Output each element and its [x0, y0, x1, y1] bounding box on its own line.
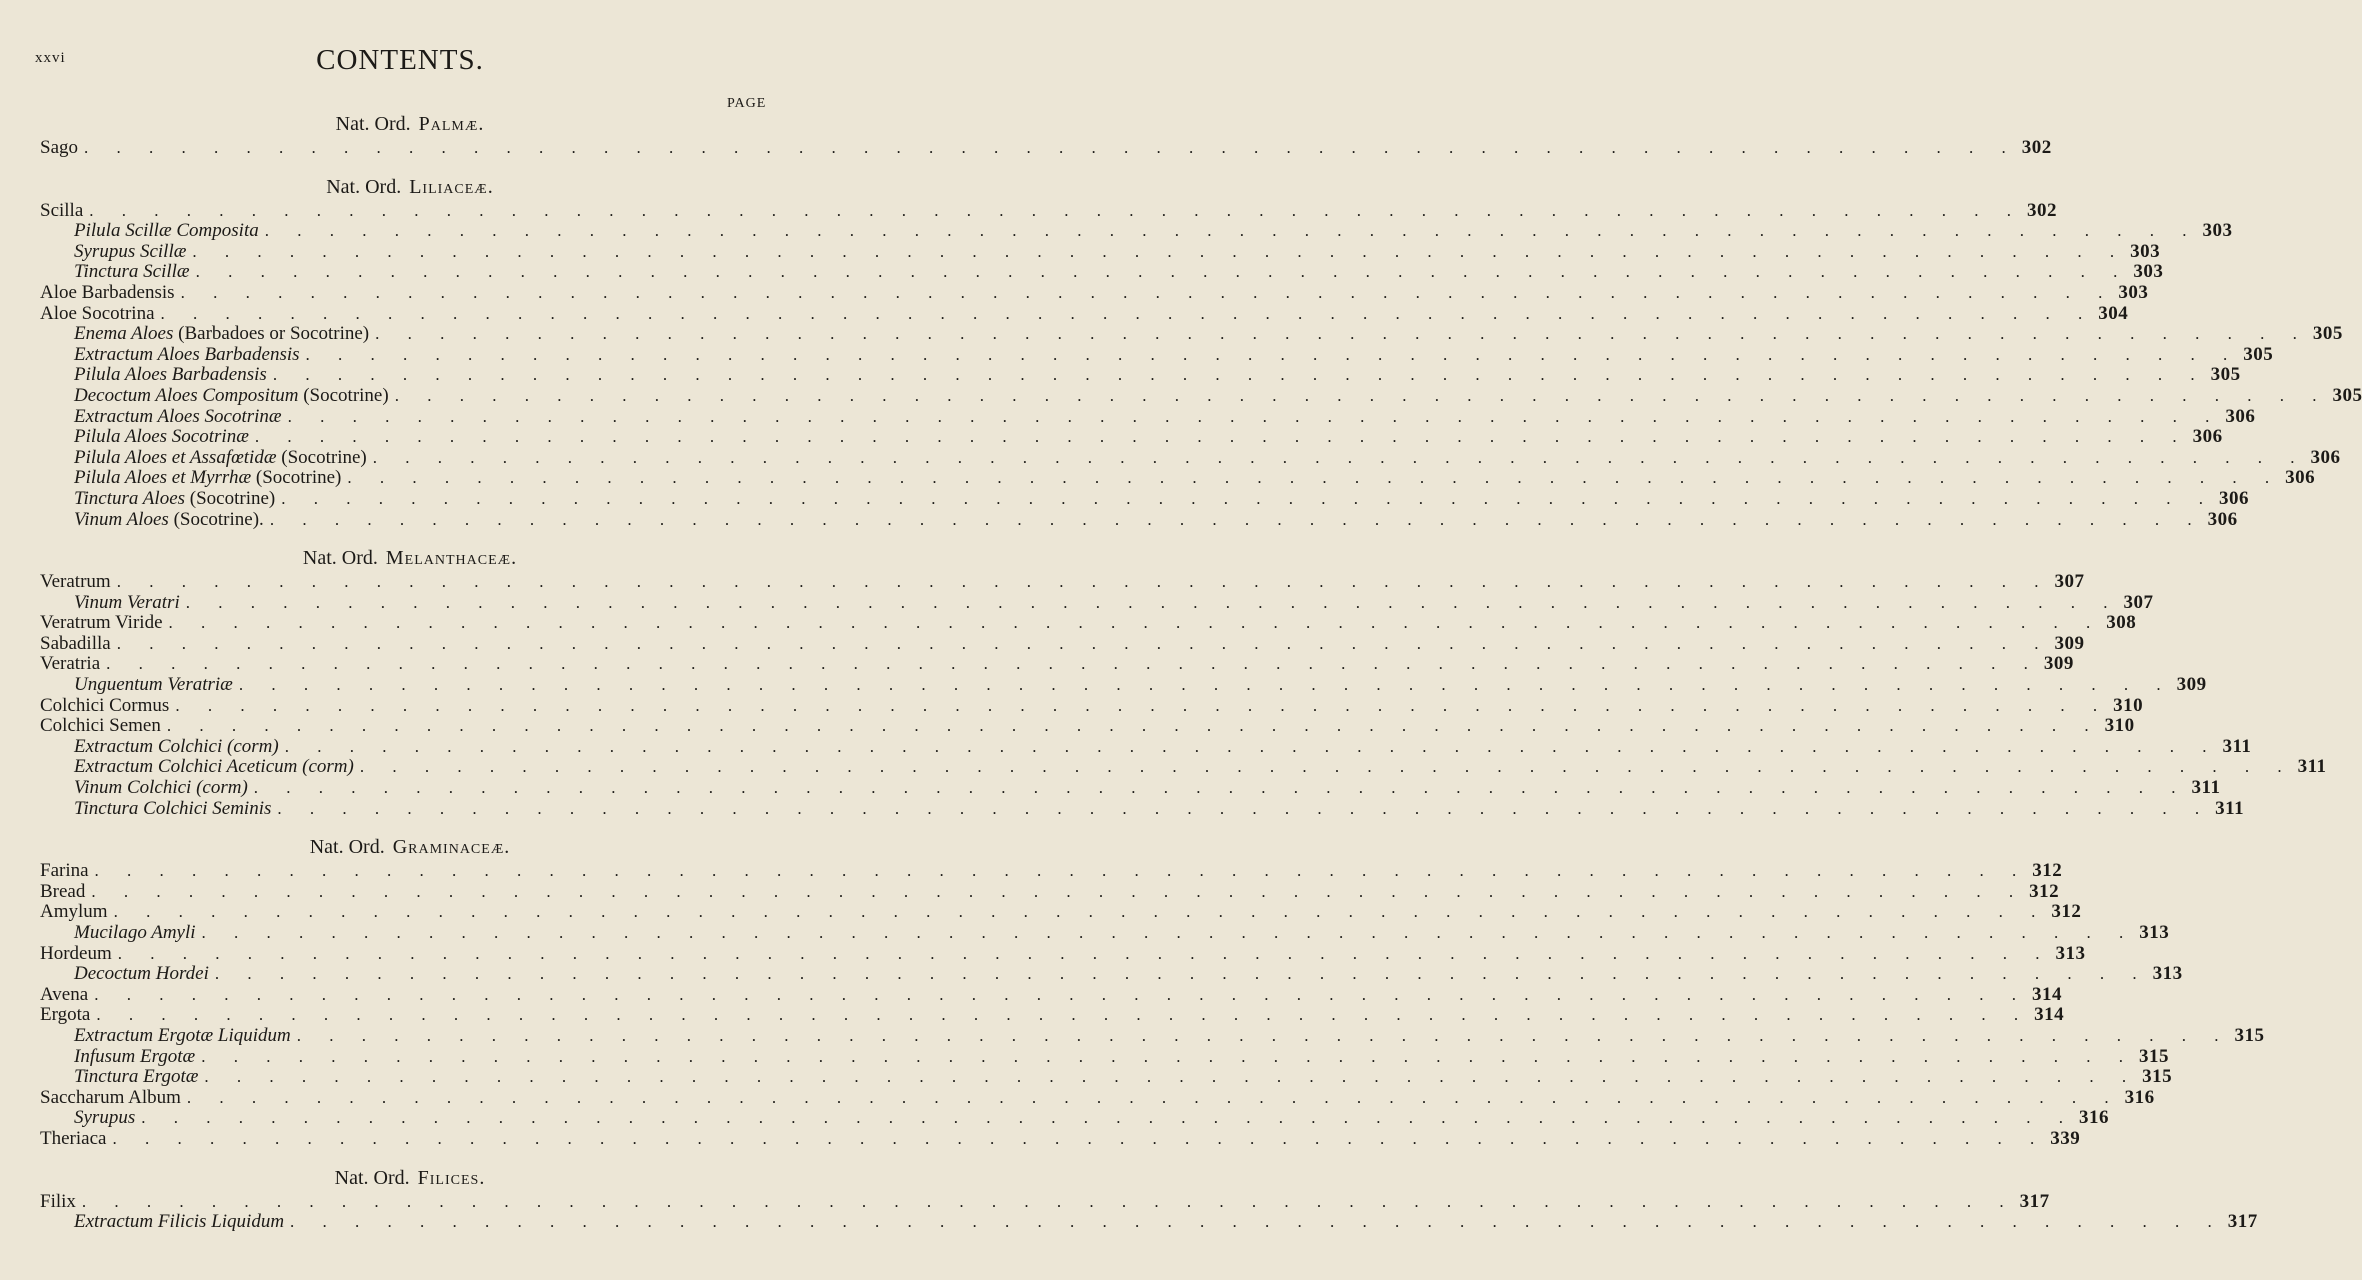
toc-entry: [40, 632, 2085, 655]
entry-name-italic: Syrupus: [74, 1107, 136, 1129]
dot-leader: . . . . . . . . . . . . . . . . . . . . . . . . . . . . . . . . . . . . . . . . . . . . . . . . . . . . . . . . . . . .: [290, 1212, 2224, 1232]
entry-title: [40, 345, 306, 366]
entry-title: [40, 448, 373, 469]
entry-page-number: 317: [2019, 1190, 2050, 1212]
entry-note: (Socotrine): [255, 467, 342, 489]
toc-entry: [40, 571, 2085, 593]
section-heading: [40, 110, 780, 138]
section-prefix: Nat. Ord.: [302, 547, 378, 570]
toc-entry: [40, 901, 2082, 923]
dot-leader: . . . . . . . . . . . . . . . . . . . . . . . . . . . . . . . . . . . . . . . . . . . . . . . . . . . . . . . . . . . .: [81, 1191, 2016, 1211]
entry-note: (Socotrine): [189, 487, 276, 509]
entry-title: [40, 427, 255, 448]
dot-leader: . . . . . . . . . . . . . . . . . . . . . . . . . . . . . . . . . . . . . . . . . . . . . . . . . . . . . . . . . . . .: [305, 344, 2240, 364]
entry-name-italic: Decoctum Aloes Compositum: [74, 384, 299, 406]
toc-entry: [40, 983, 2062, 1006]
entry-name: Amylum: [40, 901, 108, 923]
entry-name-italic: Pilula Scillæ Composita: [74, 220, 259, 242]
entry-page-number: 309: [2043, 653, 2074, 675]
section-order-name: Filices.: [417, 1166, 486, 1189]
toc-entry: [40, 323, 2343, 345]
toc-entry: [40, 384, 2362, 407]
page-title: CONTENTS.: [316, 44, 484, 76]
dot-leader: . . . . . . . . . . . . . . . . . . . . . . . . . . . . . . . . . . . . . . . . . . . . . . . . . . . . . . . . . . . .: [168, 613, 2103, 633]
dot-leader: . . . . . . . . . . . . . . . . . . . . . . . . . . . . . . . . . . . . . . . . . . . . . . . . . . . . . . . . . . . .: [192, 241, 2127, 261]
dot-leader: . . . . . . . . . . . . . . . . . . . . . . . . . . . . . . . . . . . . . . . . . . . . . . . . . . . . . . . . . . . .: [284, 736, 2219, 756]
entry-name-italic: Pilula Aloes et Myrrhæ: [74, 467, 252, 489]
section-prefix: Nat. Ord.: [335, 113, 411, 135]
entry-title: [40, 489, 281, 510]
entry-page-number: 313: [2152, 963, 2183, 985]
dot-leader: . . . . . . . . . . . . . . . . . . . . . . . . . . . . . . . . . . . . . . . . . . . . . . . . . . . . . . . . . . . .: [277, 798, 2212, 818]
entry-title: [40, 1026, 297, 1047]
entry-name-italic: Tinctura Colchici Seminis: [74, 797, 272, 819]
section-heading: [40, 833, 780, 861]
entry-title: [40, 283, 181, 304]
entry-page-number: 306: [2219, 487, 2250, 509]
toc-entry: [40, 137, 2052, 159]
entry-name: Aloe Barbadensis: [40, 281, 175, 303]
dot-leader: . . . . . . . . . . . . . . . . . . . . . . . . . . . . . . . . . . . . . . . . . . . . . . . . . . . . . . . . . . . .: [359, 757, 2294, 777]
entry-title: [40, 1047, 201, 1068]
entry-page-number: 307: [2123, 591, 2154, 613]
toc-entry: [40, 942, 2086, 965]
entry-page-number: 303: [2202, 220, 2233, 242]
toc-entry: [40, 797, 2245, 820]
section-order-name: Liliaceæ.: [409, 175, 494, 198]
entry-name: Bread: [40, 880, 86, 902]
entry-name: Theriaca: [40, 1127, 107, 1149]
entry-title: [40, 696, 175, 717]
entry-page-number: 310: [2104, 715, 2135, 737]
toc-entry: [40, 1045, 2169, 1068]
dot-leader: . . . . . . . . . . . . . . . . . . . . . . . . . . . . . . . . . . . . . . . . . . . . . . . . . . . . . . . . . . . .: [185, 592, 2120, 612]
entry-page-number: 302: [2027, 199, 2058, 221]
dot-leader: . . . . . . . . . . . . . . . . . . . . . . . . . . . . . . . . . . . . . . . . . . . . . . . . . . . . . . . . . . . .: [113, 902, 2048, 922]
entry-title: [40, 324, 375, 345]
entry-title: [40, 242, 192, 263]
section-heading: [40, 544, 780, 572]
toc-entry: [40, 467, 2316, 489]
section-order-name: Graminaceæ.: [392, 836, 511, 859]
entry-name: Filix: [40, 1190, 76, 1212]
dot-leader: . . . . . . . . . . . . . . . . . . . . . . . . . . . . . . . . . . . . . . . . . . . . . . . . . . . . . . . . . . . .: [264, 221, 2199, 241]
entry-page-number: 302: [2021, 137, 2052, 158]
entry-note: (Barbadoes or Socotrine): [178, 323, 370, 345]
dot-leader: . . . . . . . . . . . . . . . . . . . . . . . . . . . . . . . . . . . . . . . . . . . . . . . . . . . . . . . . . . . .: [94, 984, 2028, 1004]
entry-name-italic: Pilula Aloes Socotrinæ: [74, 426, 249, 448]
entry-page-number: 312: [2051, 901, 2082, 923]
entry-page-number: 311: [2297, 756, 2327, 778]
entry-name: Aloe Socotrina: [40, 302, 155, 324]
entry-name-italic: Syrupus Scillæ: [74, 240, 187, 262]
entry-page-number: 316: [2078, 1107, 2109, 1129]
entry-page-number: 316: [2124, 1086, 2155, 1108]
toc-entry: [40, 653, 2074, 675]
dot-leader: . . . . . . . . . . . . . . . . . . . . . . . . . . . . . . . . . . . . . . . . . . . . . . . . . . . . . . . . . . . .: [186, 1087, 2121, 1107]
entry-title: [40, 262, 196, 283]
entry-name-italic: Pilula Aloes et Assafœtidæ: [74, 446, 277, 468]
entry-title: [40, 221, 265, 242]
entry-page-number: 317: [2227, 1211, 2258, 1233]
section-prefix: Nat. Ord.: [309, 836, 385, 859]
entry-page-number: 305: [2243, 343, 2274, 365]
entry-title: [40, 1212, 290, 1233]
entry-title: [40, 944, 118, 965]
entry-note: (Socotrine): [303, 384, 389, 406]
entry-title: [40, 882, 91, 903]
dot-leader: . . . . . . . . . . . . . . . . . . . . . . . . . . . . . . . . . . . . . . . . . . . . . . . . . . . . . . . . . . . .: [372, 447, 2307, 467]
entry-title: [40, 1067, 204, 1088]
entry-page-number: 311: [2191, 777, 2221, 799]
entry-page-number: 308: [2106, 612, 2137, 634]
entry-name-italic: Pilula Aloes Barbadensis: [74, 364, 267, 386]
entry-title: [40, 964, 215, 985]
entry-name: Veratrum Viride: [40, 612, 163, 634]
toc-entry: [40, 777, 2221, 799]
entry-title: [40, 468, 347, 489]
toc-entry: [40, 199, 2058, 222]
dot-leader: . . . . . . . . . . . . . . . . . . . . . . . . . . . . . . . . . . . . . . . . . . . . . . . . . . . . . . . . . . . .: [204, 1067, 2139, 1087]
toc-entry: [40, 963, 2183, 985]
entry-name: Veratria: [40, 653, 101, 675]
entry-name-italic: Extractum Aloes Barbadensis: [74, 343, 300, 365]
toc-entry: [40, 1107, 2109, 1129]
entry-title: [40, 799, 277, 820]
entry-name: Veratrum: [40, 571, 111, 593]
entry-name-italic: Tinctura Scillæ: [74, 261, 190, 283]
dot-leader: . . . . . . . . . . . . . . . . . . . . . . . . . . . . . . . . . . . . . . . . . . . . . . . . . . . . . . . . . . . .: [347, 468, 2282, 488]
entry-page-number: 312: [2029, 880, 2060, 902]
section-heading: [40, 173, 780, 201]
entry-page-number: 303: [2130, 240, 2161, 262]
entry-title: [40, 737, 285, 758]
entry-title: [40, 365, 273, 386]
entry-name-italic: Tinctura Ergotæ: [74, 1066, 199, 1088]
entry-title: [40, 1088, 187, 1109]
entry-name-italic: Vinum Veratri: [74, 591, 180, 613]
entry-title: [40, 902, 114, 923]
entry-name-italic: Vinum Aloes: [74, 508, 169, 530]
entry-name: Hordeum: [40, 942, 112, 964]
entry-title: [40, 510, 270, 531]
dot-leader: . . . . . . . . . . . . . . . . . . . . . . . . . . . . . . . . . . . . . . . . . . . . . . . . . . . . . . . . . . . .: [201, 1046, 2135, 1066]
entry-title: [40, 778, 254, 799]
dot-leader: . . . . . . . . . . . . . . . . . . . . . . . . . . . . . . . . . . . . . . . . . . . . . . . . . . . . . . . . . . . .: [141, 1108, 2075, 1128]
dot-leader: . . . . . . . . . . . . . . . . . . . . . . . . . . . . . . . . . . . . . . . . . . . . . . . . . . . . . . . . . . . .: [94, 861, 2029, 881]
entry-name: Saccharum Album: [40, 1086, 181, 1108]
entry-title: [40, 593, 186, 614]
entry-name: Scilla: [40, 199, 84, 221]
toc-entry: [40, 860, 2063, 882]
toc-entry: [40, 735, 2252, 758]
entry-name-italic: Decoctum Hordei: [74, 963, 209, 985]
toc-entry: [40, 612, 2137, 634]
entry-name-italic: Mucilago Amyli: [74, 922, 196, 943]
toc-entry: [40, 1127, 2081, 1150]
entry-title: [40, 572, 117, 593]
entry-title: [40, 407, 288, 428]
entry-name-italic: Extractum Ergotæ Liquidum: [74, 1024, 291, 1046]
section-prefix: Nat. Ord.: [326, 175, 402, 198]
toc-entry: [40, 487, 2250, 510]
entry-page-number: 315: [2234, 1024, 2265, 1046]
entry-title: [40, 386, 395, 407]
entry-title: [40, 757, 360, 778]
dot-leader: . . . . . . . . . . . . . . . . . . . . . . . . . . . . . . . . . . . . . . . . . . . . . . . . . . . . . . . . . . . .: [375, 324, 2309, 344]
entry-page-number: 311: [2215, 797, 2245, 819]
entry-name: Ergota: [40, 1004, 91, 1026]
table-of-contents: [40, 110, 2362, 1233]
dot-leader: . . . . . . . . . . . . . . . . . . . . . . . . . . . . . . . . . . . . . . . . . . . . . . . . . . . . . . . . . . . .: [117, 943, 2052, 963]
dot-leader: . . . . . . . . . . . . . . . . . . . . . . . . . . . . . . . . . . . . . . . . . . . . . . . . . . . . . . . . . . . .: [287, 406, 2222, 426]
entry-title: [40, 1005, 96, 1026]
toc-entry: [40, 922, 2170, 944]
dot-leader: . . . . . . . . . . . . . . . . . . . . . . . . . . . . . . . . . . . . . . . . . . . . . . . . . . . . . . . . . . . .: [254, 427, 2189, 447]
toc-entry: [40, 1024, 2265, 1047]
toc-entry: [40, 1066, 2173, 1088]
dot-leader: . . . . . . . . . . . . . . . . . . . . . . . . . . . . . . . . . . . . . . . . . . . . . . . . . . . . . . . . . . . .: [238, 675, 2173, 695]
entry-title: [40, 138, 84, 159]
entry-title: [40, 1192, 82, 1213]
dot-leader: . . . . . . . . . . . . . . . . . . . . . . . . . . . . . . . . . . . . . . . . . . . . . . . . . . . . . . . . . . . .: [281, 488, 2216, 508]
dot-leader: . . . . . . . . . . . . . . . . . . . . . . . . . . . . . . . . . . . . . . . . . . . . . . . . . . . . . . . . . . . .: [116, 633, 2051, 653]
dot-leader: . . . . . . . . . . . . . . . . . . . . . . . . . . . . . . . . . . . . . . . . . . . . . . . . . . . . . . . . . . . .: [112, 1128, 2047, 1148]
toc-entry: [40, 508, 2238, 531]
entry-page-number: 305: [2312, 323, 2343, 345]
toc-entry: [40, 756, 2327, 778]
page-column-label: PAGE: [727, 96, 767, 111]
entry-title: [40, 1108, 141, 1129]
entry-title: [40, 634, 117, 655]
section-prefix: Nat. Ord.: [334, 1166, 410, 1189]
entry-title: [40, 201, 89, 222]
entry-page-number: 309: [2176, 674, 2207, 696]
entry-page-number: 312: [2032, 860, 2063, 882]
entry-page-number: 315: [2138, 1045, 2169, 1067]
entry-name: Colchici Semen: [40, 715, 161, 737]
entry-page-number: 306: [2310, 446, 2341, 468]
dot-leader: . . . . . . . . . . . . . . . . . . . . . . . . . . . . . . . . . . . . . . . . . . . . . . . . . . . . . . . . . . . .: [214, 964, 2149, 984]
dot-leader: . . . . . . . . . . . . . . . . . . . . . . . . . . . . . . . . . . . . . . . . . . . . . . . . . . . . . . . . . . . .: [106, 654, 2040, 674]
entry-name-italic: Unguentum Veratriæ: [74, 674, 233, 696]
toc-entry: [40, 715, 2135, 737]
dot-leader: . . . . . . . . . . . . . . . . . . . . . . . . . . . . . . . . . . . . . . . . . . . . . . . . . . . . . . . . . . . .: [195, 262, 2130, 282]
toc-entry: [40, 364, 2241, 386]
entry-page-number: 305: [2332, 384, 2362, 406]
entry-page-number: 306: [2285, 467, 2316, 489]
dot-leader: . . . . . . . . . . . . . . . . . . . . . . . . . . . . . . . . . . . . . . . . . . . . . . . . . . . . . . . . . . . .: [89, 200, 2024, 220]
entry-page-number: 306: [2225, 405, 2256, 427]
page-number: xxvi: [35, 50, 66, 66]
entry-title: [40, 861, 95, 882]
toc-entry: [40, 694, 2144, 717]
dot-leader: . . . . . . . . . . . . . . . . . . . . . . . . . . . . . . . . . . . . . . . . . . . . . . . . . . . . . . . . . . . .: [253, 778, 2188, 798]
dot-leader: . . . . . . . . . . . . . . . . . . . . . . . . . . . . . . . . . . . . . . . . . . . . . . . . . . . . . . . . . . . .: [394, 385, 2329, 405]
dot-leader: . . . . . . . . . . . . . . . . . . . . . . . . . . . . . . . . . . . . . . . . . . . . . . . . . . . . . . . . . . . .: [272, 365, 2207, 385]
dot-leader: . . . . . . . . . . . . . . . . . . . . . . . . . . . . . . . . . . . . . . . . . . . . . . . . . . . . . . . . . . . .: [160, 303, 2095, 323]
entry-page-number: 314: [2031, 983, 2062, 1005]
toc-entry: [40, 261, 2164, 283]
entry-note: (Socotrine): [281, 446, 367, 468]
entry-page-number: 311: [2222, 735, 2252, 757]
toc-entry: [40, 1190, 2050, 1213]
entry-page-number: 309: [2054, 632, 2085, 654]
entry-name: Avena: [40, 983, 89, 1005]
entry-name: Colchici Cormus: [40, 694, 170, 716]
toc-entry: [40, 220, 2233, 242]
section-order-name: Melanthaceæ.: [385, 547, 518, 570]
entry-page-number: 305: [2210, 364, 2241, 386]
entry-page-number: 303: [2118, 281, 2149, 303]
entry-page-number: 306: [2192, 426, 2223, 448]
entry-title: [40, 923, 202, 944]
entry-name: Sabadilla: [40, 632, 111, 654]
toc-entry: [40, 426, 2223, 448]
toc-entry: [40, 1086, 2155, 1109]
entry-page-number: 306: [2207, 508, 2238, 530]
entry-page-number: 303: [2133, 261, 2164, 283]
dot-leader: . . . . . . . . . . . . . . . . . . . . . . . . . . . . . . . . . . . . . . . . . . . . . . . . . . . . . . . . . . . .: [201, 923, 2136, 942]
entry-name-italic: Extractum Colchici Aceticum (corm): [74, 756, 354, 778]
toc-entry: [40, 1004, 2065, 1026]
toc-entry: [40, 302, 2129, 325]
toc-entry: [40, 240, 2161, 263]
dot-leader: . . . . . . . . . . . . . . . . . . . . . . . . . . . . . . . . . . . . . . . . . . . . . . . . . . . . . . . . . . . .: [84, 138, 2018, 157]
toc-entry: [40, 343, 2274, 366]
toc-entry: [40, 446, 2341, 469]
section-heading: [40, 1164, 780, 1192]
entry-page-number: 339: [2050, 1127, 2081, 1149]
dot-leader: . . . . . . . . . . . . . . . . . . . . . . . . . . . . . . . . . . . . . . . . . . . . . . . . . . . . . . . . . . . .: [166, 716, 2101, 736]
dot-leader: . . . . . . . . . . . . . . . . . . . . . . . . . . . . . . . . . . . . . . . . . . . . . . . . . . . . . . . . . . . .: [116, 572, 2051, 592]
entry-page-number: 310: [2113, 694, 2144, 716]
entry-title: [40, 716, 167, 737]
dot-leader: . . . . . . . . . . . . . . . . . . . . . . . . . . . . . . . . . . . . . . . . . . . . . . . . . . . . . . . . . . . .: [296, 1025, 2231, 1045]
toc-entry: [40, 1211, 2258, 1233]
entry-title: [40, 613, 169, 634]
entry-name-italic: Extractum Filicis Liquidum: [74, 1211, 285, 1233]
toc-entry: [40, 880, 2060, 903]
entry-title: [40, 985, 94, 1006]
entry-title: [40, 304, 161, 325]
entry-title: [40, 675, 239, 696]
entry-page-number: 304: [2098, 302, 2129, 324]
entry-name-italic: Extractum Colchici (corm): [74, 735, 279, 757]
entry-name-italic: Vinum Colchici (corm): [74, 777, 248, 799]
toc-entry: [40, 674, 2207, 696]
dot-leader: . . . . . . . . . . . . . . . . . . . . . . . . . . . . . . . . . . . . . . . . . . . . . . . . . . . . . . . . . . . .: [180, 282, 2115, 302]
entry-note: (Socotrine).: [173, 508, 264, 530]
entry-name: Sago: [40, 137, 78, 158]
dot-leader: . . . . . . . . . . . . . . . . . . . . . . . . . . . . . . . . . . . . . . . . . . . . . . . . . . . . . . . . . . . .: [175, 695, 2110, 715]
toc-entry: [40, 591, 2154, 614]
toc-entry: [40, 281, 2149, 304]
toc-entry: [40, 405, 2256, 428]
entry-title: [40, 654, 106, 675]
entry-title: [40, 1129, 112, 1150]
entry-name-italic: Infusum Ergotæ: [74, 1045, 196, 1067]
entry-name-italic: Enema Aloes: [74, 323, 174, 345]
entry-name-italic: Tinctura Aloes: [74, 487, 186, 509]
entry-name-italic: Extractum Aloes Socotrinæ: [74, 405, 282, 427]
dot-leader: . . . . . . . . . . . . . . . . . . . . . . . . . . . . . . . . . . . . . . . . . . . . . . . . . . . . . . . . . . . .: [269, 509, 2204, 529]
entry-page-number: 307: [2054, 571, 2085, 593]
dot-leader: . . . . . . . . . . . . . . . . . . . . . . . . . . . . . . . . . . . . . . . . . . . . . . . . . . . . . . . . . . . .: [96, 1005, 2031, 1025]
entry-page-number: 313: [2139, 922, 2170, 943]
entry-page-number: 314: [2034, 1004, 2065, 1026]
entry-page-number: 315: [2142, 1066, 2173, 1088]
entry-page-number: 313: [2055, 942, 2086, 964]
section-order-name: Palmæ.: [418, 113, 485, 135]
dot-leader: . . . . . . . . . . . . . . . . . . . . . . . . . . . . . . . . . . . . . . . . . . . . . . . . . . . . . . . . . . . .: [91, 881, 2026, 901]
entry-name: Farina: [40, 860, 89, 882]
